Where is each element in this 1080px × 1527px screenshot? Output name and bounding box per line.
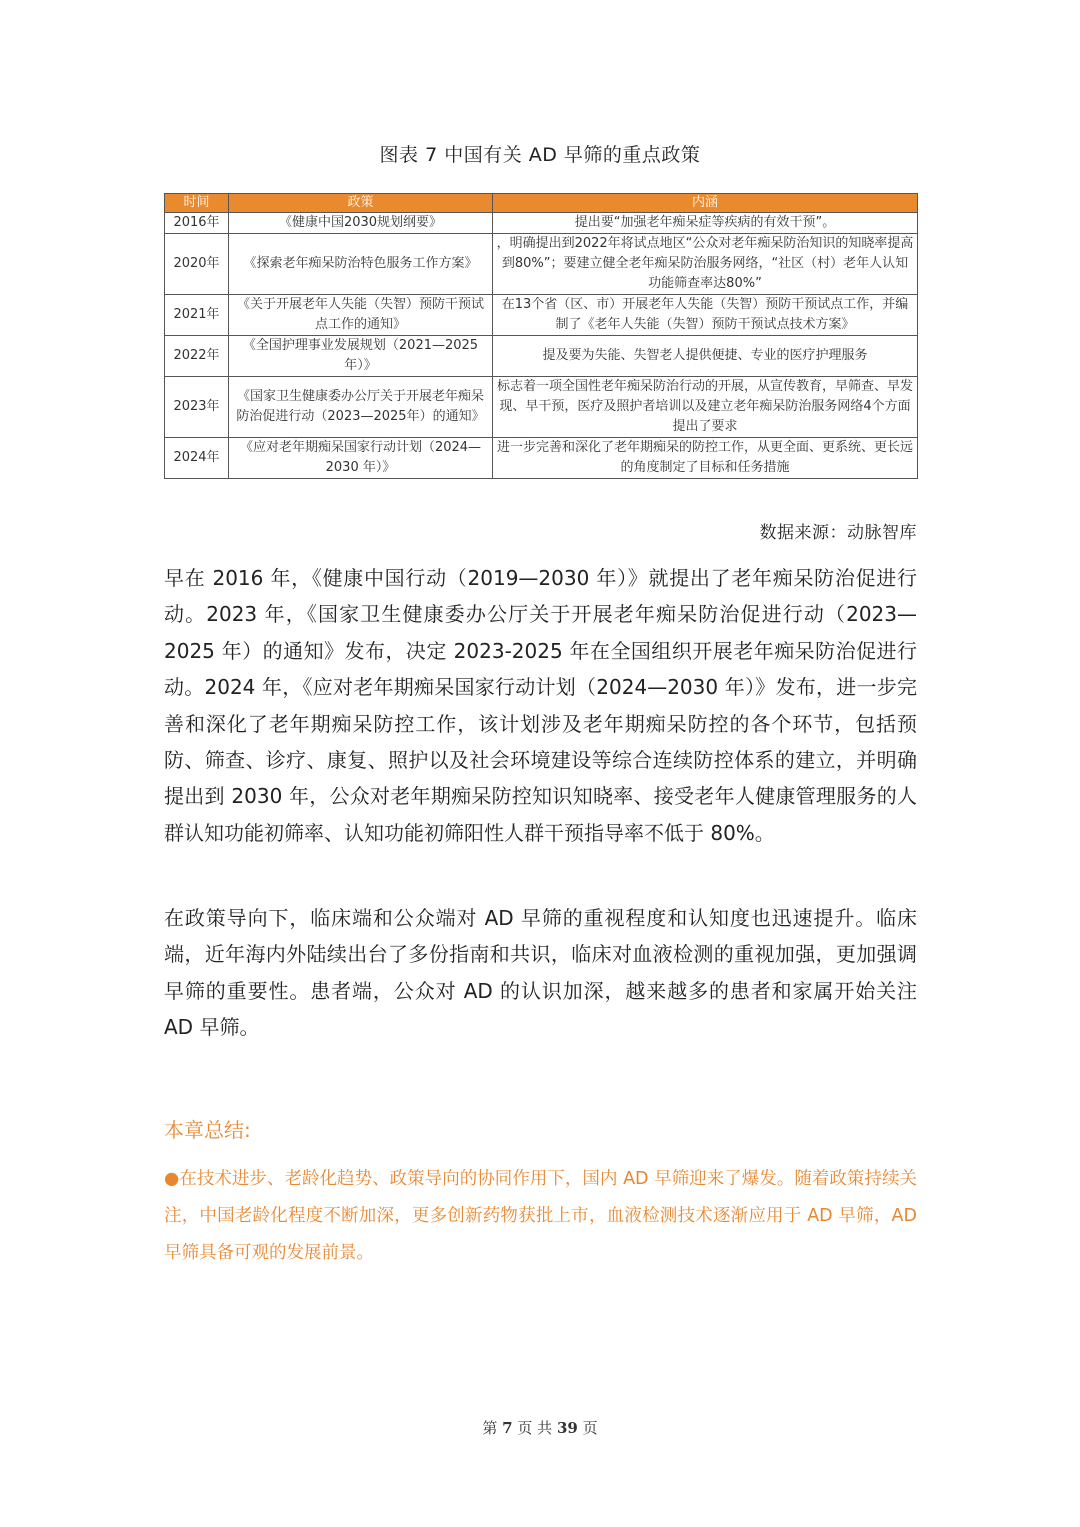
cell-year: 2016年 (165, 213, 229, 234)
footer-suffix: 页 (582, 1419, 598, 1437)
cell-year: 2023年 (165, 377, 229, 438)
footer-prefix: 第 (482, 1419, 498, 1437)
cell-content: 提出要“加强老年痴呆症等疾病的有效干预”。 (493, 213, 918, 234)
cell-content: 进一步完善和深化了老年期痴呆的防控工作，从更全面、更系统、更长远的角度制定了目标和任务措施 (493, 438, 918, 479)
footer-middle: 页 共 (517, 1419, 553, 1437)
summary-heading: 本章总结: (164, 1118, 251, 1142)
header-policy: 政策 (229, 194, 493, 213)
current-page-number: 7 (502, 1419, 513, 1437)
header-content: 内涵 (493, 194, 918, 213)
header-year: 时间 (165, 194, 229, 213)
cell-year: 2022年 (165, 336, 229, 377)
cell-policy: 《全国护理事业发展规划（2021—2025年）》 (229, 336, 493, 377)
body-paragraph: 早在 2016 年，《健康中国行动（2019—2030 年）》就提出了老年痴呆防治促进行动。2023 年，《国家卫生健康委办公厅关于开展老年痴呆防治促进行动（2023—2025 年）的通知》发布，决定 2023-2025 年在全国组织开展老年痴呆防治促进行动。2024 年，《应对老年期痴呆国家行动计划（2024—2030 年）》发布，进一步完善和深化了老年期痴呆防控工作，该计划涉及老年期痴呆防控的各个环节，包括预防、筛查、诊疗、康复、照护以及社会环境建设等综合连续防控体系的建立，并明确提出到 2030 年，公众对老年期痴呆防控知识知晓率、接受老年人健康管理服务的人群认知功能初筛率、认知功能初筛阳性人群干预指导率不低于 80%。 (164, 566, 917, 845)
cell-content: 标志着一项全国性老年痴呆防治行动的开展，从宣传教育，早筛查、早发现、早干预，医疗及照护者培训以及建立老年痴呆防治服务网络4个方面提出了要求 (493, 377, 918, 438)
cell-policy: 《应对老年期痴呆国家行动计划（2024—2030 年）》 (229, 438, 493, 479)
page-footer (0, 1417, 1080, 1438)
cell-year: 2020年 (165, 234, 229, 295)
data-source-note: 数据来源：动脉智库 (759, 523, 917, 543)
cell-policy: 《探索老年痴呆防治特色服务工作方案》 (229, 234, 493, 295)
cell-content: 提及要为失能、失智老人提供便捷、专业的医疗护理服务 (493, 336, 918, 377)
table-row (165, 438, 918, 479)
table-row (165, 336, 918, 377)
body-paragraph: 在政策导向下，临床端和公众端对 AD 早筛的重视程度和认知度也迅速提升。临床端，近年海内外陆续出台了多份指南和共识，临床对血液检测的重视加强，更加强调早筛的重要性。患者端，公众对 AD 的认识加深，越来越多的患者和家属开始关注 AD 早筛。 (164, 906, 917, 1040)
table-row (165, 234, 918, 295)
figure-title: 图表 7 中国有关 AD 早筛的重点政策 (379, 144, 701, 166)
total-pages-number: 39 (556, 1419, 578, 1437)
cell-content: 在13个省（区、市）开展老年人失能（失智）预防干预试点工作，并编制了《老年人失能（失智）预防干预试点技术方案》 (493, 295, 918, 336)
cell-year: 2024年 (165, 438, 229, 479)
cell-policy: 《国家卫生健康委办公厅关于开展老年痴呆防治促进行动（2023—2025年）的通知》 (229, 377, 493, 438)
cell-year: 2021年 (165, 295, 229, 336)
cell-policy: 《关于开展老年人失能（失智）预防干预试点工作的通知》 (229, 295, 493, 336)
cell-content: ，明确提出到2022年将试点地区“公众对老年痴呆防治知识的知晓率提高到80%”；要建立健全老年痴呆防治服务网络，“社区（村）老年人认知功能筛查率达80%” (493, 234, 918, 295)
table-row (165, 377, 918, 438)
summary-text: ●在技术进步、老龄化趋势、政策导向的协同作用下，国内 AD 早筛迎来了爆发。随着政策持续关注，中国老龄化程度不断加深，更多创新药物获批上市，血液检测技术逐渐应用于 AD 早筛，AD 早筛具备可观的发展前景。 (164, 1169, 917, 1263)
table-row (165, 213, 918, 234)
cell-policy: 《健康中国2030规划纲要》 (229, 213, 493, 234)
table-header-row (165, 194, 918, 213)
table-row (165, 295, 918, 336)
policy-table (164, 193, 918, 479)
